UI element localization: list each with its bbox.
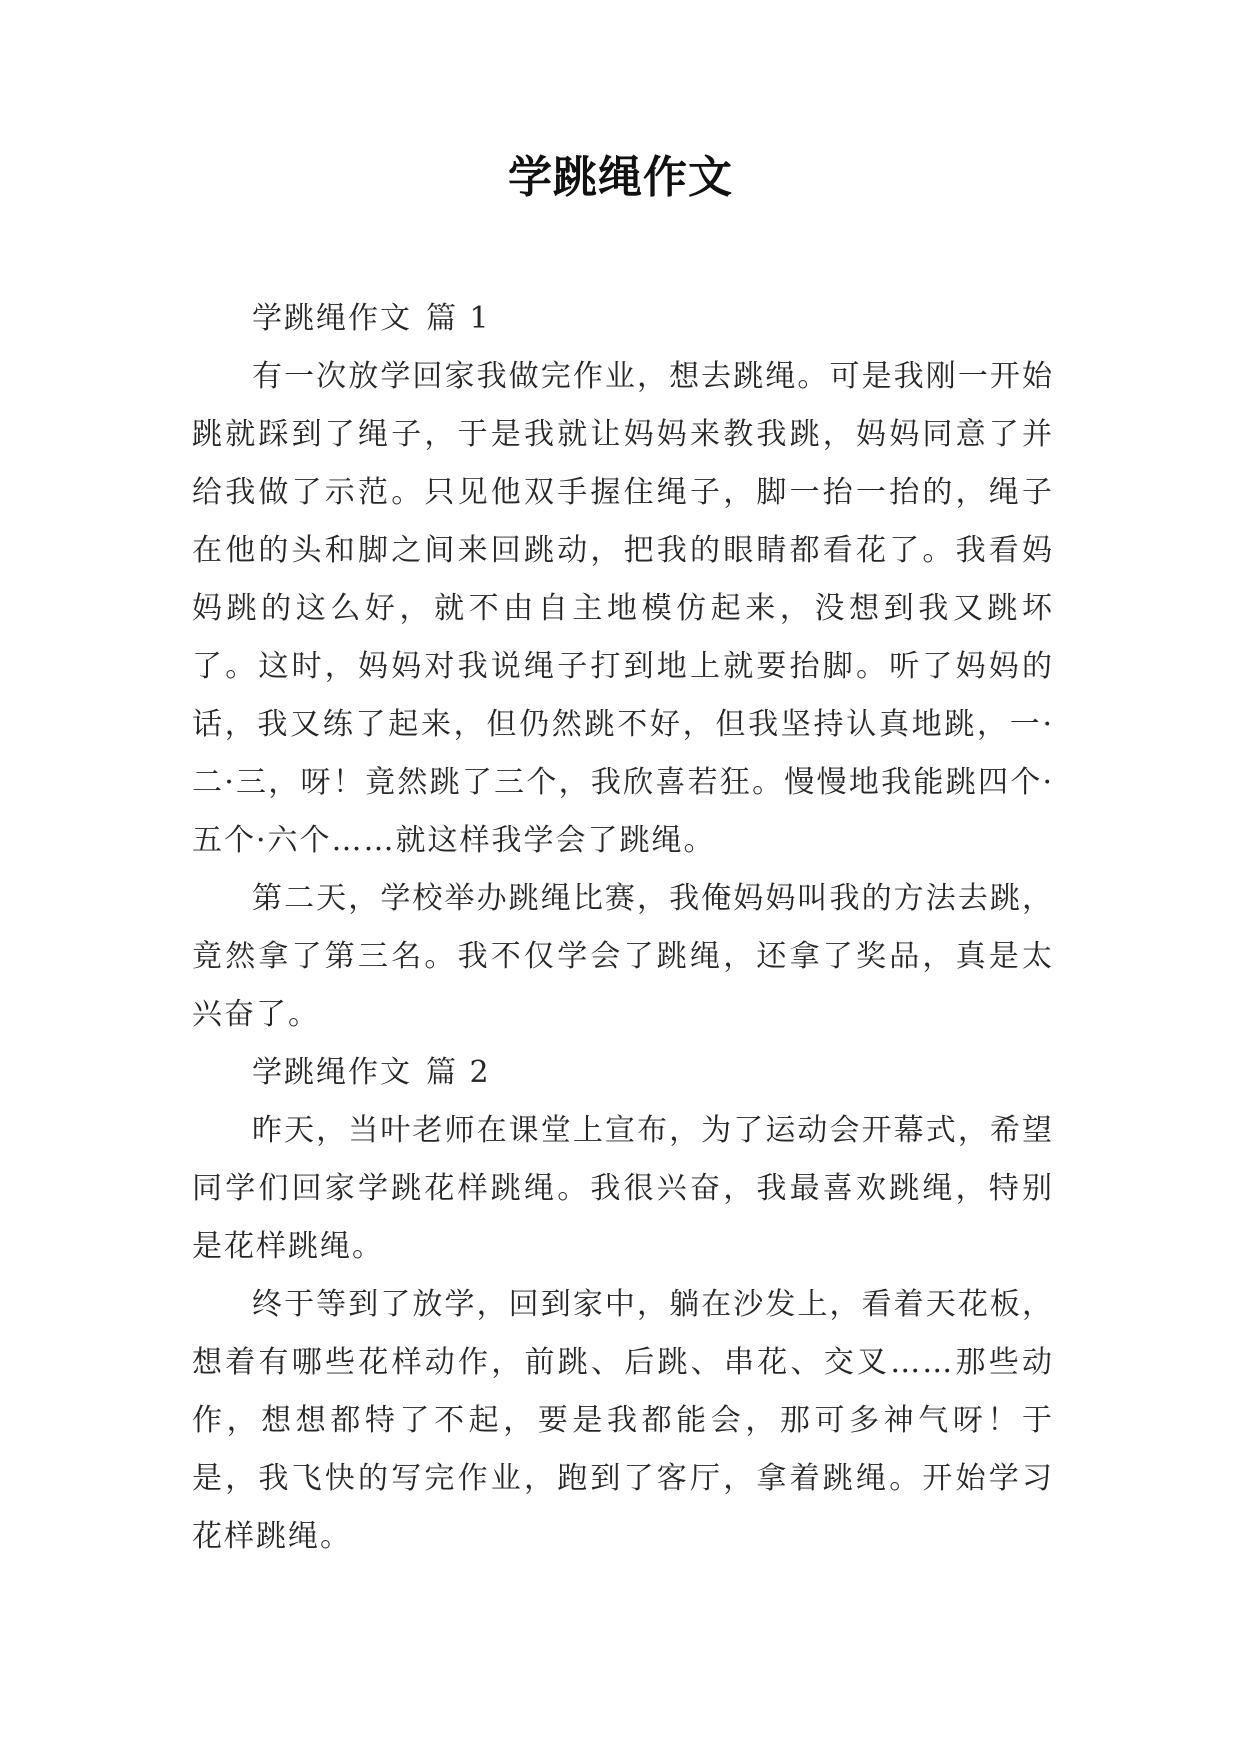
section-1-paragraph-2: 第二天，学校举办跳绳比赛，我俺妈妈叫我的方法去跳，竟然拿了第三名。我不仅学会了跳绳，还拿了奖品，真是太兴奋了。 [192, 881, 1054, 1032]
section-heading-2 [192, 1044, 1054, 1102]
section-2-paragraph-1: 昨天，当叶老师在课堂上宣布，为了运动会开幕式，希望同学们回家学跳花样跳绳。我很兴奋，我最喜欢跳绳，特别是花样跳绳。 [192, 1113, 1054, 1264]
section-2-paragraph-2: 终于等到了放学，回到家中，躺在沙发上，看着天花板，想着有哪些花样动作，前跳、后跳、串花、交叉……那些动作，想想都特了不起，要是我都能会，那可多神气呀！于是，我飞快的写完作业，跑到了客厅，拿着跳绳。开始学习花样跳绳。 [192, 1287, 1054, 1554]
section-heading-1 [192, 290, 1054, 348]
document-body [192, 290, 1054, 1566]
document-title: 学跳绳作文 [508, 152, 733, 203]
section-heading-label: 学跳绳作文 [252, 1055, 412, 1090]
section-1-paragraph-1: 有一次放学回家我做完作业，想去跳绳。可是我刚一开始跳就踩到了绳子，于是我就让妈妈来教我跳，妈妈同意了并给我做了示范。只见他双手握住绳子，脚一抬一抬的，绳子在他的头和脚之间来回跳动，把我的眼睛都看花了。我看妈妈跳的这么好，就不由自主地模仿起来，没想到我又跳坏了。这时，妈妈对我说绳子打到地上就要抬脚。听了妈妈的话，我又练了起来，但仍然跳不好，但我坚持认真地跳，一·二·三，呀！竟然跳了三个，我欣喜若狂。慢慢地我能跳四个·五个·六个……就这样我学会了跳绳。 [192, 359, 1054, 858]
section-heading-number: 篇 2 [426, 1055, 491, 1090]
section-heading-number: 篇 1 [426, 301, 491, 336]
section-heading-label: 学跳绳作文 [252, 301, 412, 336]
